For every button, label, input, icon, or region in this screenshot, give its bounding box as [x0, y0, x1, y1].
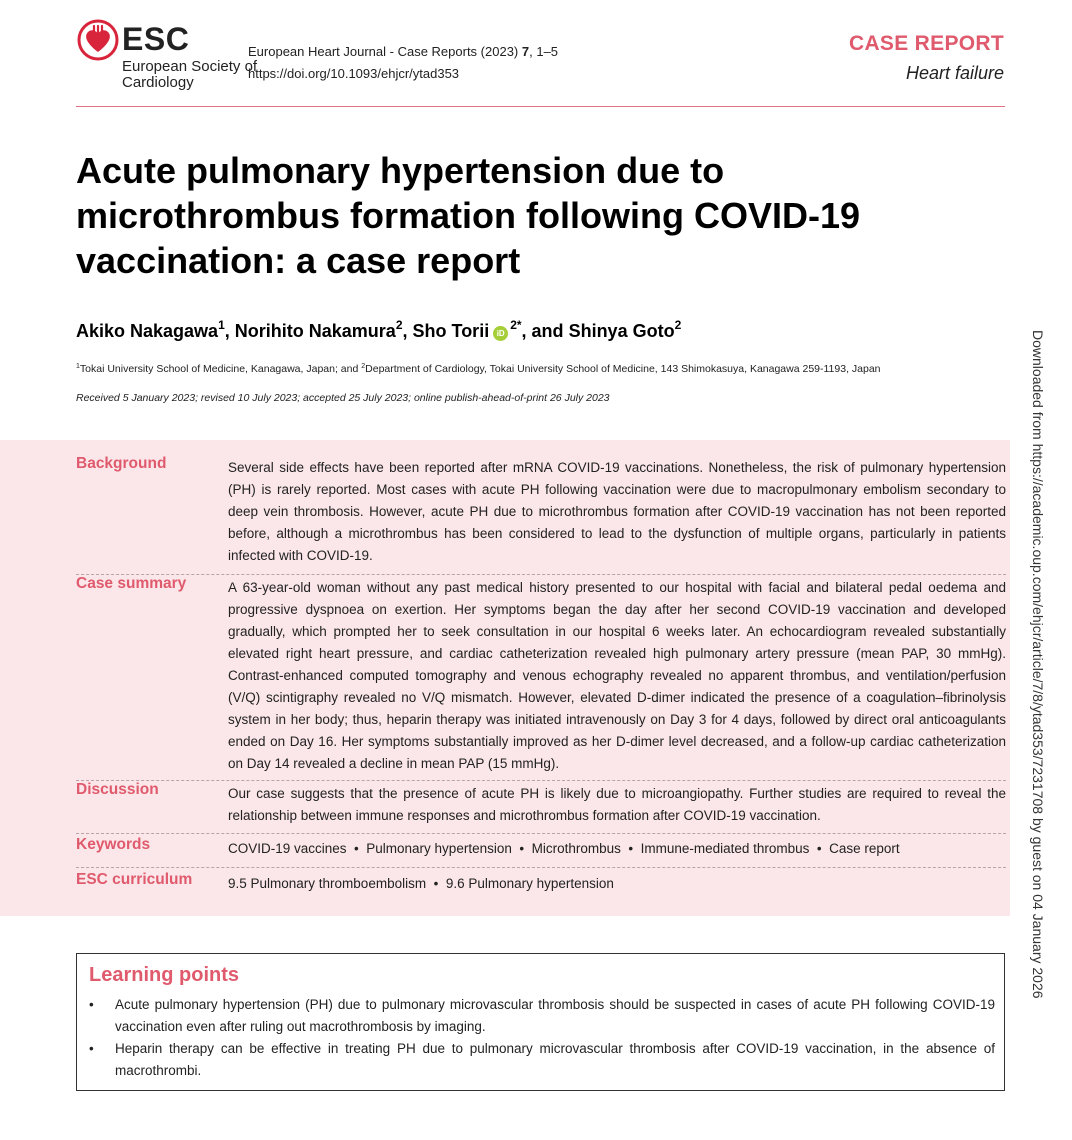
author-affiliation-mark: 2* [510, 318, 522, 332]
affiliation-2: Department of Cardiology, Tokai University School of Medicine, 143 Shimokasuya, Kanagawa 259-1193, Japan [365, 363, 881, 375]
learning-points-list [89, 994, 995, 1082]
abstract-divider [76, 780, 1006, 781]
learning-points-box [76, 953, 1005, 1091]
journal-volume: 7 [521, 44, 530, 59]
author-name[interactable]: Norihito Nakamura [234, 321, 396, 341]
author-name[interactable]: Sho Torii [412, 321, 490, 341]
author-list [76, 318, 681, 342]
author-affiliation-mark: 2 [395, 318, 403, 332]
author-name[interactable]: Akiko Nakagawa [76, 321, 219, 341]
author-separator: , [402, 321, 413, 341]
esc-logo [76, 16, 256, 96]
learning-point-text: Acute pulmonary hypertension (PH) due to pulmonary microvascular thrombosis should be suspected in cases of acute PH following COVID-19 vaccination even after ruling out macrothrombosis by imaging. [115, 997, 995, 1034]
journal-name: European Heart Journal - Case Reports (2023) [248, 44, 519, 59]
journal-citation [248, 41, 558, 85]
orcid-icon[interactable]: iD [493, 326, 508, 341]
discussion-text: Our case suggests that the presence of acute PH is likely due to microangiopathy. Further studies are required to reveal the relationship between immune responses and microthrombus formation after COVID-19 vaccination. [228, 786, 1006, 823]
case-summary-label: Case summary [76, 575, 187, 592]
keywords-text: COVID-19 vaccines • Pulmonary hypertension • Microthrombus • Immune-mediated thrombus • Case report [228, 841, 900, 856]
list-item [89, 1038, 995, 1082]
affiliation-mark: 2 [361, 363, 366, 370]
journal-line [248, 41, 558, 63]
list-item [89, 994, 995, 1038]
curriculum-text: 9.5 Pulmonary thromboembolism • 9.6 Pulmonary hypertension [228, 876, 614, 891]
background-label: Background [76, 455, 167, 472]
affiliation-1: Tokai University School of Medicine, Kanagawa, Japan; and [79, 363, 362, 375]
bullet-icon: • [89, 1041, 94, 1056]
learning-points-title: Learning points [89, 964, 239, 986]
abstract-divider [76, 867, 1006, 868]
abstract-divider [76, 574, 1006, 575]
affiliation-mark: 1 [76, 363, 80, 370]
discussion-label: Discussion [76, 781, 159, 798]
author-separator: , [224, 321, 235, 341]
article-type: CASE REPORT [849, 32, 1004, 55]
heart-logo-icon [76, 18, 120, 62]
logo-subtitle: European Society of Cardiology [122, 58, 258, 91]
journal-pages: , 1–5 [529, 44, 559, 59]
author-name[interactable]: Shinya Goto [568, 321, 675, 341]
author-separator: , and [521, 321, 569, 341]
header-divider [76, 106, 1005, 107]
author-affiliation-mark: 2 [674, 318, 682, 332]
download-watermark: Downloaded from https://academic.oup.com/ehjcr/article/7/8/ytad353/7231708 by guest on 04 January 2026 [1030, 330, 1046, 999]
author-affiliation-mark: 1 [218, 318, 225, 332]
doi-link[interactable]: https://doi.org/10.1093/ehjcr/ytad353 [248, 66, 460, 81]
structured-abstract [0, 440, 1010, 916]
case-summary-text: A 63-year-old woman without any past medical history presented to our hospital with facial and bilateral pedal oedema and progressive dyspnoea on exertion. Her symptoms began the day after her second COVID-19 vaccination and developed gradually, which prompted her to seek consultation in our hospital 6 weeks later. An echocardiogram revealed substantially elevated right heart pressure, and cardiac catheterization revealed high pulmonary artery pressure (mean PAP, 30 mmHg). Contrast-enhanced computed tomography and venous echography revealed no apparent thrombus, and ventilation/perfusion (V/Q) scintigraphy revealed no V/Q mismatch. However, elevated D-dimer indicated the presence of a coagulation–fibrinolysis system in her body; thus, heparin therapy was initiated intravenously on Day 3 for 4 days, followed by direct oral anticoagulants ended on Day 16. Her symptoms substantially improved as her D-dimer level decreased, and a follow-up cardiac catheterization on Day 14 revealed a decline in mean PAP (15 mmHg). [228, 580, 1006, 771]
article-title: Acute pulmonary hypertension due to microthrombus formation following COVID-19 vaccination: a case report [76, 150, 861, 281]
abstract-divider [76, 833, 1006, 834]
article-category: Heart failure [905, 63, 1004, 83]
publication-dates: Received 5 January 2023; revised 10 July 2023; accepted 25 July 2023; online publish-ahead-of-print 26 July 2023 [76, 392, 610, 404]
curriculum-label: ESC curriculum [76, 871, 193, 888]
learning-point-text: Heparin therapy can be effective in treating PH due to pulmonary microvascular thrombosis after COVID-19 vaccination, in the absence of macrothrombi. [115, 1041, 995, 1078]
affiliations [76, 363, 881, 375]
keywords-label: Keywords [76, 836, 151, 853]
background-text: Several side effects have been reported after mRNA COVID-19 vaccinations. Nonetheless, the risk of pulmonary hypertension (PH) is rarely reported. Most cases with acute PH following vaccination were due to macropulmonary embolism secondary to deep vein thrombosis. However, acute PH due to microthrombus formation after COVID-19 vaccination has not been reported before, although a microthrombus has been considered to lead to the dysfunction of multiple organs, particularly in patients infected with COVID-19. [228, 460, 1006, 563]
logo-wordmark: ESC [122, 21, 190, 57]
bullet-icon: • [89, 997, 94, 1012]
